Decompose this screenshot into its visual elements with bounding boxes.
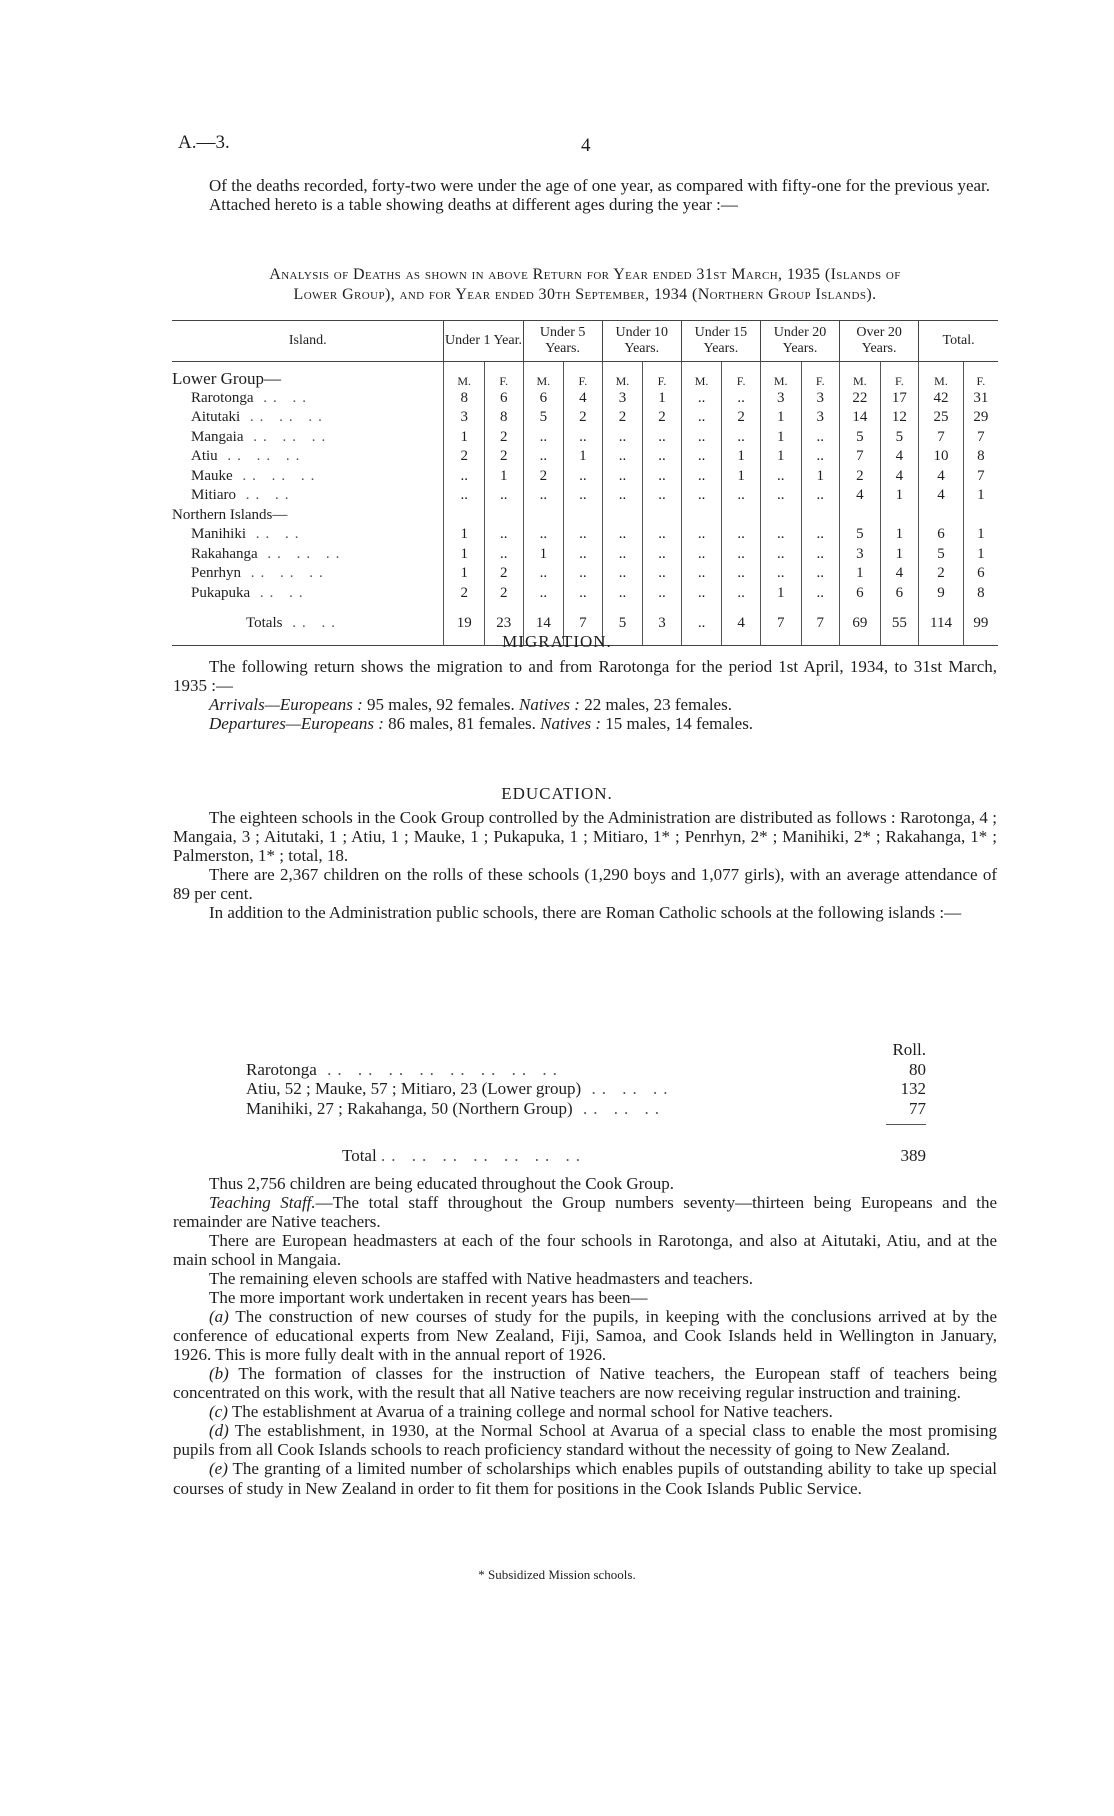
cell-value: 5 <box>919 544 964 564</box>
cell-value: 7 <box>840 447 881 467</box>
island-name-text: Rarotonga <box>191 389 254 406</box>
cell-value: .. <box>643 525 682 545</box>
cell-value: 31 <box>963 388 998 408</box>
document-code: A.—3. <box>178 132 230 153</box>
roll-rows <box>246 1060 926 1119</box>
age-header-total: Total. <box>919 321 998 362</box>
female-header: F. <box>564 362 603 389</box>
roll-value: 80 <box>909 1059 926 1079</box>
cell-value: .. <box>643 583 682 603</box>
cell-value: 1 <box>963 544 998 564</box>
cell-value: 5 <box>523 408 564 428</box>
total-value: 14 <box>523 603 564 646</box>
lower-group-label: Lower Group— <box>172 369 282 389</box>
page-number: 4 <box>581 135 591 156</box>
teaching-staff-label: Teaching Staff. <box>209 1193 316 1213</box>
cell-value: .. <box>564 466 603 486</box>
cell-value: 1 <box>801 466 840 486</box>
work-item-label: (c) <box>209 1402 228 1422</box>
roll-total: 389 <box>900 1145 926 1165</box>
cell-value: 2 <box>722 408 761 428</box>
cell-value: .. <box>760 564 801 584</box>
deaths-table-body <box>172 362 998 646</box>
work-item-label: (b) <box>209 1364 229 1384</box>
roll-place: Rarotonga <box>246 1059 317 1079</box>
cell-value: 1 <box>963 525 998 545</box>
male-header: M. <box>523 362 564 389</box>
roll-place: Manihiki, 27 ; Rakahanga, 50 (Northern Group) <box>246 1098 573 1118</box>
cell-value: 2 <box>564 408 603 428</box>
cell-value: .. <box>523 447 564 467</box>
work-item-label: (a) <box>209 1307 229 1327</box>
cell-value: 6 <box>840 583 881 603</box>
arrivals-label: Arrivals—Europeans : <box>209 695 363 715</box>
cell-value: .. <box>564 544 603 564</box>
cell-value: 2 <box>485 583 524 603</box>
male-header: M. <box>444 362 485 389</box>
cell-value: 10 <box>919 447 964 467</box>
cell-value: .. <box>681 388 722 408</box>
cell-value: .. <box>643 427 682 447</box>
cell-value: 1 <box>722 447 761 467</box>
cell-value: 1 <box>840 564 881 584</box>
female-header: F. <box>485 362 524 389</box>
island-row <box>172 408 998 428</box>
cell-value: .. <box>602 427 643 447</box>
total-value: 23 <box>485 603 524 646</box>
cell-value: 1 <box>963 486 998 506</box>
cell-value: 5 <box>840 427 881 447</box>
total-value: 7 <box>760 603 801 646</box>
cell-value: 7 <box>963 427 998 447</box>
island-column-header: Island. <box>172 321 444 362</box>
education-title: EDUCATION. <box>501 784 613 803</box>
cell-value: .. <box>801 544 840 564</box>
island-name: Mauke .. .. .. <box>191 467 321 484</box>
cell-value: 5 <box>880 427 919 447</box>
arrivals-europeans: 95 males, 92 females. <box>367 695 515 715</box>
cell-value: 6 <box>485 388 524 408</box>
cell-value: 6 <box>963 564 998 584</box>
cell-value: 4 <box>880 564 919 584</box>
female-header: F. <box>722 362 761 389</box>
male-header: M. <box>840 362 881 389</box>
cell-value: .. <box>801 564 840 584</box>
migration-title: MIGRATION. <box>502 632 612 651</box>
cell-value: .. <box>681 525 722 545</box>
cell-value: 7 <box>919 427 964 447</box>
sex-header-row <box>172 362 998 389</box>
cell-value: .. <box>801 447 840 467</box>
departures-europeans: 86 males, 81 females. <box>388 714 536 734</box>
total-value: 114 <box>919 603 964 646</box>
cell-value: .. <box>760 466 801 486</box>
catholic-schools-roll: Roll. Rarotonga .. .. .. .. .. .. .. .. 80 Atiu, 52 ; Mauke, 57 ; Mitiaro, 23 (Lower group) .. .. .. 132 Manihiki, 27 ; Rakahanga, 50 (Northern Group) .. .. .. 77 Total .. .. .. .. .. .. .. 389 <box>246 1040 926 1165</box>
age-header-under-15: Under 15 Years. <box>681 321 760 362</box>
island-name: Rakahanga .. .. .. <box>191 545 346 562</box>
totals-label: Totals .. .. <box>172 603 444 646</box>
education-paragraph-8: The more important work undertaken in recent years has been— <box>209 1288 648 1308</box>
cell-value: 25 <box>919 408 964 428</box>
cell-value: 6 <box>919 525 964 545</box>
cell-value: 8 <box>485 408 524 428</box>
island-name-text: Rakahanga <box>191 545 258 562</box>
cell-value: 1 <box>444 525 485 545</box>
work-item-text: The establishment at Avarua of a training college and normal school for Native teachers. <box>231 1402 833 1422</box>
caption-line-2: Lower Group), and for Year ended 30th September, 1934 (Northern Group Islands). <box>293 286 877 303</box>
female-header: F. <box>801 362 840 389</box>
cell-value: .. <box>722 525 761 545</box>
island-name-text: Mauke <box>191 467 233 484</box>
cell-value: 3 <box>801 388 840 408</box>
cell-value: .. <box>564 486 603 506</box>
female-header: F. <box>643 362 682 389</box>
footnote: * Subsidized Mission schools. <box>478 1567 636 1582</box>
cell-value: 2 <box>919 564 964 584</box>
cell-value: 2 <box>485 564 524 584</box>
cell-value: 1 <box>523 544 564 564</box>
cell-value: 1 <box>760 583 801 603</box>
cell-value: .. <box>523 583 564 603</box>
cell-value: 2 <box>485 427 524 447</box>
work-item-label: (d) <box>209 1421 229 1441</box>
deaths-table <box>172 320 998 646</box>
island-name-text: Aitutaki <box>191 409 241 426</box>
work-item-text: The granting of a limited number of scholarships which enables pupils of outstanding ability to take up special courses of study in New Zealand in order to fit them for positions in the Cook Islands Public Service. <box>173 1459 997 1498</box>
roll-place: Atiu, 52 ; Mauke, 57 ; Mitiaro, 23 (Lower group) <box>246 1079 582 1098</box>
cell-value: 4 <box>919 486 964 506</box>
cell-value: .. <box>643 447 682 467</box>
departures-natives-label: Natives : <box>540 714 602 734</box>
cell-value: .. <box>643 486 682 506</box>
male-header: M. <box>919 362 964 389</box>
departures-natives: 15 males, 14 females. <box>605 714 754 734</box>
total-value: 5 <box>602 603 643 646</box>
education-paragraph-1: The eighteen schools in the Cook Group controlled by the Administration are distributed as follows : Rarotonga, 4 ; Mangaia, 3 ; Aitutaki, 1 ; Atiu, 1 ; Mauke, 1 ; Pukapuka, 1 ; Mitiaro, 1* ; Penrhyn, 2* ; Manihiki, 2* ; Rakahanga, 1* ; Palmerston, 1* ; total, 18. <box>173 808 997 866</box>
teaching-staff-text: —The total staff throughout the Group numbers seventy—thirteen being Europeans and the remainder are Native teachers. <box>173 1193 997 1232</box>
cell-value: 42 <box>919 388 964 408</box>
cell-value: .. <box>643 544 682 564</box>
roll-total-label: Total <box>342 1145 377 1165</box>
island-name-text: Atiu <box>191 448 218 465</box>
cell-value: .. <box>681 466 722 486</box>
arrivals-line <box>173 695 997 714</box>
roll-value: 132 <box>900 1079 926 1098</box>
cell-value: 3 <box>840 544 881 564</box>
northern-group-label: Northern Islands— <box>172 506 288 523</box>
education-paragraph-7: The remaining eleven schools are staffed with Native headmasters and teachers. <box>209 1269 753 1289</box>
cell-value: .. <box>602 447 643 467</box>
cell-value: 17 <box>880 388 919 408</box>
cell-value: 2 <box>485 447 524 467</box>
cell-value: .. <box>681 427 722 447</box>
cell-value: .. <box>643 564 682 584</box>
island-name-text: Mangaia <box>191 428 244 445</box>
table-caption <box>173 265 997 305</box>
cell-value: 8 <box>444 388 485 408</box>
cell-value: .. <box>444 466 485 486</box>
island-name: Manihiki .. .. <box>191 526 305 543</box>
cell-value: .. <box>722 427 761 447</box>
island-name-text: Pukapuka <box>191 584 251 601</box>
arrivals-natives: 22 males, 23 females. <box>584 695 732 715</box>
island-name: Atiu .. .. .. <box>191 448 306 465</box>
cell-value: .. <box>564 427 603 447</box>
cell-value: .. <box>722 388 761 408</box>
island-name-text: Penrhyn <box>191 565 241 582</box>
northern-group-row <box>172 505 998 525</box>
cell-value: 4 <box>880 466 919 486</box>
total-value: 3 <box>643 603 682 646</box>
cell-value: 3 <box>602 388 643 408</box>
cell-value: 8 <box>963 583 998 603</box>
cell-value: .. <box>722 544 761 564</box>
cell-value: .. <box>681 583 722 603</box>
cell-value: 6 <box>523 388 564 408</box>
intro-paragraph-1: Of the deaths recorded, forty-two were under the age of one year, as compared with fifty-one for the previous year. <box>209 176 991 195</box>
cell-value: 2 <box>602 408 643 428</box>
total-value: 7 <box>564 603 603 646</box>
intro-paragraph-2: Attached hereto is a table showing deaths at different ages during the year :— <box>209 195 738 215</box>
male-header: M. <box>602 362 643 389</box>
migration-paragraph: The following return shows the migration to and from Rarotonga for the period 1st April, 1934, to 31st March, 1935 :— <box>173 657 997 696</box>
education-paragraph-6: There are European headmasters at each of the four schools in Rarotonga, and also at Aitutaki, Atiu, and at the main school in Mangaia. <box>173 1231 997 1270</box>
cell-value: 1 <box>760 408 801 428</box>
male-header: M. <box>760 362 801 389</box>
age-header-under-5: Under 5 Years. <box>523 321 602 362</box>
roll-header: Roll. <box>892 1040 926 1059</box>
cell-value: .. <box>801 583 840 603</box>
age-header-under-10: Under 10 Years. <box>602 321 681 362</box>
island-row <box>172 525 998 545</box>
cell-value: .. <box>602 583 643 603</box>
departures-label: Departures—Europeans : <box>209 714 384 734</box>
total-value: .. <box>681 603 722 646</box>
intro-block <box>173 176 997 214</box>
cell-value: 1 <box>760 427 801 447</box>
cell-value: 6 <box>880 583 919 603</box>
cell-value: 9 <box>919 583 964 603</box>
cell-value: 14 <box>840 408 881 428</box>
cell-value: 7 <box>963 466 998 486</box>
age-header-under-20: Under 20 Years. <box>760 321 839 362</box>
island-row <box>172 583 998 603</box>
total-value: 69 <box>840 603 881 646</box>
cell-value: 4 <box>840 486 881 506</box>
cell-value: .. <box>602 466 643 486</box>
cell-value: .. <box>643 466 682 486</box>
roll-divider <box>886 1124 926 1126</box>
cell-value: 1 <box>444 564 485 584</box>
work-item <box>173 1364 997 1402</box>
island-row <box>172 388 998 408</box>
cell-value: .. <box>523 486 564 506</box>
island-row <box>172 544 998 564</box>
cell-value: .. <box>760 544 801 564</box>
work-item <box>173 1402 997 1421</box>
cell-value: 22 <box>840 388 881 408</box>
roll-row: Manihiki, 27 ; Rakahanga, 50 (Northern Group) .. .. .. 77 <box>246 1098 926 1118</box>
female-header: F. <box>880 362 919 389</box>
cell-value: 4 <box>564 388 603 408</box>
education-paragraph-3: In addition to the Administration public schools, there are Roman Catholic schools at the following islands :— <box>209 903 962 923</box>
cell-value: 1 <box>485 466 524 486</box>
cell-value: .. <box>564 564 603 584</box>
total-value: 99 <box>963 603 998 646</box>
migration-block <box>173 657 997 733</box>
cell-value: 5 <box>840 525 881 545</box>
cell-value: .. <box>602 486 643 506</box>
total-value: 7 <box>801 603 840 646</box>
island-name: Penrhyn .. .. .. <box>191 565 329 582</box>
cell-value: .. <box>485 544 524 564</box>
education-block-top <box>173 808 997 922</box>
cell-value: .. <box>602 564 643 584</box>
cell-value: 2 <box>840 466 881 486</box>
departures-line <box>173 714 997 733</box>
cell-value: .. <box>760 486 801 506</box>
education-block-bottom <box>173 1174 997 1498</box>
cell-value: 1 <box>880 544 919 564</box>
cell-value: 4 <box>919 466 964 486</box>
cell-value: .. <box>681 544 722 564</box>
cell-value: .. <box>681 447 722 467</box>
cell-value: 1 <box>564 447 603 467</box>
cell-value: .. <box>801 427 840 447</box>
cell-value: 1 <box>760 447 801 467</box>
roll-row: Atiu, 52 ; Mauke, 57 ; Mitiaro, 23 (Lower group) .. .. .. 132 <box>246 1079 926 1098</box>
totals-label-text: Totals <box>246 615 283 632</box>
age-header-under-1: Under 1 Year. <box>444 321 523 362</box>
island-name: Mangaia .. .. .. <box>191 428 332 445</box>
work-item <box>173 1459 997 1497</box>
cell-value: 3 <box>444 408 485 428</box>
caption-line-1: Analysis of Deaths as shown in above Return for Year ended 31st March, 1935 (Islands of <box>269 266 901 283</box>
cell-value: .. <box>681 408 722 428</box>
cell-value: .. <box>801 486 840 506</box>
cell-value: .. <box>564 583 603 603</box>
cell-value: .. <box>485 525 524 545</box>
cell-value: .. <box>722 583 761 603</box>
cell-value: 1 <box>643 388 682 408</box>
roll-value: 77 <box>909 1098 926 1118</box>
island-name-text: Mitiaro <box>191 487 236 504</box>
cell-value: .. <box>801 525 840 545</box>
total-value: 19 <box>444 603 485 646</box>
cell-value: 3 <box>801 408 840 428</box>
work-item-text: The construction of new courses of study for the pupils, in keeping with the conclusions arrived at by the conference of educational experts from New Zealand, Fiji, Samoa, and Cook Islands held in Wellington in January, 1926. This is more fully dealt with in the annual report of 1926. <box>173 1307 997 1365</box>
female-header: F. <box>963 362 998 389</box>
cell-value: .. <box>564 525 603 545</box>
island-name: Rarotonga .. .. <box>191 389 312 406</box>
cell-value: 3 <box>760 388 801 408</box>
cell-value: .. <box>444 486 485 506</box>
cell-value: 1 <box>444 544 485 564</box>
cell-value: .. <box>722 564 761 584</box>
work-item <box>173 1421 997 1459</box>
cell-value: .. <box>523 564 564 584</box>
total-value: 4 <box>722 603 761 646</box>
cell-value: 1 <box>880 486 919 506</box>
cell-value: .. <box>602 544 643 564</box>
cell-value: 2 <box>444 583 485 603</box>
work-item-text: The establishment, in 1930, at the Normal School at Avarua of a special class to enable the most promising pupils from all Cook Islands schools to reach proficiency standard without the necessity of going to New Zealand. <box>173 1421 997 1460</box>
age-header-over-20: Over 20 Years. <box>840 321 919 362</box>
cell-value: 12 <box>880 408 919 428</box>
cell-value: .. <box>485 486 524 506</box>
education-paragraph-4: Thus 2,756 children are being educated throughout the Cook Group. <box>209 1174 675 1193</box>
cell-value: .. <box>760 525 801 545</box>
island-row <box>172 486 998 506</box>
island-name: Mitiaro .. .. <box>191 487 295 504</box>
work-item-label: (e) <box>209 1459 228 1479</box>
island-row <box>172 466 998 486</box>
cell-value: .. <box>523 525 564 545</box>
arrivals-natives-label: Natives : <box>519 695 580 715</box>
island-row <box>172 447 998 467</box>
cell-value: 2 <box>643 408 682 428</box>
cell-value: .. <box>681 564 722 584</box>
cell-value: .. <box>523 427 564 447</box>
roll-row: Rarotonga .. .. .. .. .. .. .. .. 80 <box>246 1059 926 1079</box>
total-value: 55 <box>880 603 919 646</box>
island-name: Pukapuka .. .. <box>191 584 309 601</box>
cell-value: .. <box>681 486 722 506</box>
cell-value: 29 <box>963 408 998 428</box>
cell-value: .. <box>602 525 643 545</box>
island-name-text: Manihiki <box>191 526 246 543</box>
work-item <box>173 1307 997 1364</box>
cell-value: 4 <box>880 447 919 467</box>
cell-value: 2 <box>523 466 564 486</box>
cell-value: 8 <box>963 447 998 467</box>
male-header: M. <box>681 362 722 389</box>
island-row <box>172 564 998 584</box>
cell-value: 1 <box>722 466 761 486</box>
teaching-staff-paragraph <box>173 1193 997 1231</box>
island-row <box>172 427 998 447</box>
work-item-text: The formation of classes for the instruction of Native teachers, the European staff of teachers being concentrated on this work, with the result that all Native teachers are now receiving regular instruction and training. <box>173 1364 997 1403</box>
island-name: Aitutaki .. .. .. <box>191 409 328 426</box>
education-paragraph-2: There are 2,367 children on the rolls of these schools (1,290 boys and 1,077 girls), with an average attendance of 89 per cent. <box>173 865 997 904</box>
cell-value: 1 <box>444 427 485 447</box>
cell-value: .. <box>722 486 761 506</box>
work-items-list <box>173 1307 997 1497</box>
cell-value: 2 <box>444 447 485 467</box>
cell-value: 1 <box>880 525 919 545</box>
